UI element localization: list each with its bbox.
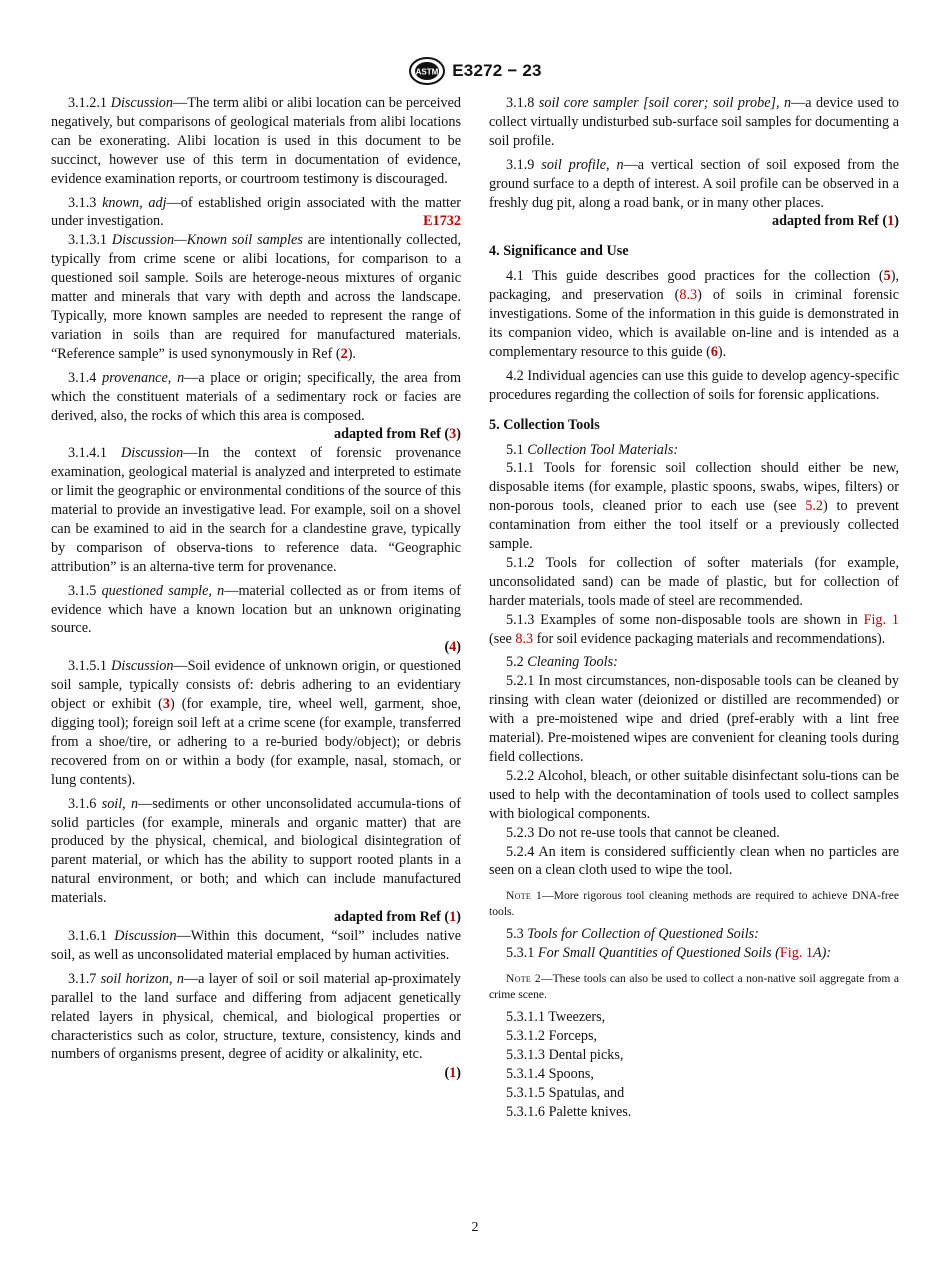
para-5-1-3: 5.1.3 Examples of some non-disposable tools are shown in Fig. 1 (see 8.3 for soil evidence packaging materials and recommendations).	[489, 611, 899, 647]
tools-list	[489, 1008, 899, 1121]
ref-link[interactable]: 1	[887, 213, 895, 230]
ref-link[interactable]: 6	[710, 343, 718, 360]
adapted-from-ref: adapted from Ref (1)	[771, 213, 899, 230]
ref-link[interactable]: 4	[449, 639, 457, 656]
para-5-2: 5.2 Cleaning Tools:	[506, 654, 618, 671]
ref-link[interactable]: 3	[449, 426, 457, 443]
ref-citation: (1)	[444, 1065, 461, 1082]
para-3-1-3: 3.1.3 known, adj—of established origin associated with the matter under investigation. E1732	[51, 194, 461, 230]
para-5-3-1: 5.3.1 For Small Quantities of Questioned Soils (Fig. 1A):	[506, 945, 832, 962]
astm-logo-icon	[408, 56, 446, 86]
list-item: 5.3.1.6 Palette knives.	[506, 1103, 632, 1120]
note-2: Note 2—These tools can also be used to collect a non-native soil aggregate from a crime scene.	[489, 972, 900, 1001]
ref-link[interactable]: 1	[449, 909, 457, 926]
para-5-1: 5.1 Collection Tool Materials:	[506, 441, 679, 458]
ref-link[interactable]: 3	[162, 696, 170, 713]
page-header	[0, 56, 950, 84]
para-5-3: 5.3 Tools for Collection of Questioned Soils:	[506, 926, 759, 943]
left-column	[51, 94, 461, 1083]
para-3-1-3-1: 3.1.3.1 Discussion—Known soil samples are intentionally collected, typically from crime scene or alibi locations, for comparison to a questioned soil sample. Soils are heteroge-neous mixtures of organic matter and minerals that vary with depth and across the landscape. Typically, more known samples are needed to represent the range of variation in soils than are required for manufactured materials. “Reference sample” is used synonymously in Ref (2).	[51, 232, 462, 362]
figure-link[interactable]: Fig. 1	[779, 945, 814, 962]
section-link[interactable]: 8.3	[515, 630, 534, 647]
section-4-heading: 4. Significance and Use	[489, 243, 629, 260]
list-item: 5.3.1.1 Tweezers,	[506, 1009, 606, 1026]
standard-link-e1732[interactable]: E1732	[423, 213, 461, 230]
para-5-2-1: 5.2.1 In most circumstances, non-disposable tools can be cleaned by rinsing with clean water (deionized or distilled are recommended) or with a pre-moistened wipe and dried (pref-erably with a lint free material). Pre-moistened wipes are convenient for cleaning tools during field collections.	[489, 673, 899, 765]
document-id: E3272 − 23	[452, 61, 542, 80]
para-5-2-2: 5.2.2 Alcohol, bleach, or other suitable disinfectant solu-tions can be used to help with the decontamination of tools used to collect samples with biological components.	[489, 767, 899, 822]
section-5-heading: 5. Collection Tools	[489, 416, 600, 433]
adapted-from-ref: adapted from Ref (3)	[333, 426, 461, 443]
para-4-2: 4.2 Individual agencies can use this guide to develop agency-specific procedures regarding the collection of soils for forensic applications.	[489, 367, 899, 403]
para-3-1-9: 3.1.9 soil profile, n—a vertical section of soil exposed from the ground surface to a depth of interest. A soil profile can be observed in a freshly dug pit, along a road bank, or in many other places.	[489, 156, 899, 211]
para-3-1-4-1: 3.1.4.1 Discussion—In the context of forensic provenance examination, geological material is analyzed and interpreted to estimate or limit the geographic or environmental conditions of the source of this material to provide an investigative lead. For example, soil on a shovel can be examined to aid in the search for a clandestine grave, typically by comparison of observa-tions to reference data. “Geographic attribution” is an alterna-tive term for provenance.	[51, 445, 461, 575]
list-item: 5.3.1.4 Spoons,	[506, 1065, 594, 1082]
para-3-1-2-1: 3.1.2.1 Discussion—The term alibi or alibi location can be perceived negatively, but comparisons of geological materials from alibi locations can be exonerating. Alibi location is used in this document to be succinct, however use of this term in documentation of evidence, evidence examination reports, or courtroom testimony is discouraged.	[51, 95, 461, 187]
ref-link[interactable]: 5	[883, 268, 891, 285]
para-3-1-6: 3.1.6 soil, n—sediments or other unconsolidated accumula-tions of solid particles (for example, minerals and organic matter) that are produced by the physical, chemical, and biological disintegration of parent material, or which has the ability to support rooted plants in a natural environment, or both; and which can include manufactured materials.	[51, 795, 461, 907]
right-column	[489, 94, 899, 1122]
list-item: 5.3.1.5 Spatulas, and	[506, 1084, 625, 1101]
para-3-1-5: 3.1.5 questioned sample, n—material collected as or from items of evidence which have a known location but an unknown originating source.	[51, 582, 462, 637]
para-3-1-7: 3.1.7 soil horizon, n—a layer of soil or soil material ap-proximately parallel to the land surface and differing from adjacent genetically related layers in physical, chemical, and biological properties or characteristics such as color, structure, texture, consistency, kinds and numbers of organisms present, degree of acidity or alkalinity, etc.	[51, 970, 462, 1063]
ref-citation: (4)	[444, 639, 461, 656]
para-3-1-5-1: 3.1.5.1 Discussion—Soil evidence of unknown origin, or questioned soil sample, typically consists of: debris adhering to an evidentiary object or exhibit (3) (for example, tire, wheel well, garment, shoe, digging tool); foreign soil left at a crime scene (for example, transferred from a shoe/tire, or adhering to a re-buried body/object); or debris recovered from on or within a body (for example, nasal, stomach, or lung contents).	[51, 658, 461, 788]
note-1: Note 1—More rigorous tool cleaning methods are required to achieve DNA-free tools.	[489, 889, 899, 918]
para-4-1: 4.1 This guide describes good practices for the collection (5), packaging, and preservation (8.3) of soils in criminal forensic investigations. Some of the information in this guide is demonstrated in its companion video, which is available on-line and is intended as a complementary resource to this guide (6).	[489, 268, 899, 360]
para-5-2-4: 5.2.4 An item is considered sufficiently clean when no particles are seen on a clean cloth used to wipe the tool.	[489, 843, 899, 879]
figure-link[interactable]: Fig. 1	[863, 611, 899, 628]
para-5-1-2: 5.1.2 Tools for collection of softer materials (for example, unconsolidated sand) can be made of plastic, but for collection of harder materials, tools made of steel are recommended.	[489, 554, 899, 609]
section-link[interactable]: 5.2	[805, 498, 823, 515]
section-link[interactable]: 8.3	[679, 287, 698, 304]
list-item: 5.3.1.2 Forceps,	[506, 1028, 598, 1045]
list-item: 5.3.1.3 Dental picks,	[506, 1046, 624, 1063]
adapted-from-ref: adapted from Ref (1)	[333, 909, 461, 926]
page-number: 2	[471, 1220, 479, 1235]
para-3-1-6-1: 3.1.6.1 Discussion—Within this document, “soil” includes native soil, as well as unconsolidated material emplaced by human activities.	[51, 927, 461, 963]
ref-link[interactable]: 1	[449, 1065, 457, 1082]
para-5-2-3: 5.2.3 Do not re-use tools that cannot be cleaned.	[506, 824, 780, 841]
para-3-1-4: 3.1.4 provenance, n—a place or origin; specifically, the area from which the constituent materials of a sedimentary rock or facies are derived, also, the rocks of which this area is composed.	[51, 369, 461, 424]
svg-text:ASTM: ASTM	[415, 67, 439, 77]
ref-link[interactable]: 2	[340, 345, 348, 362]
para-5-1-1: 5.1.1 Tools for forensic soil collection should either be new, disposable items (for example, plastic spoons, swabs, wipes, filters) or non-porous tools, cleaned prior to each use (see 5.2) to prevent contamination from either the tool itself or a previously collected sample.	[489, 460, 899, 553]
para-3-1-8: 3.1.8 soil core sampler [soil corer; soil probe], n—a device used to collect virtually undisturbed sub-surface soil samples for documenting a soil profile.	[489, 95, 900, 149]
